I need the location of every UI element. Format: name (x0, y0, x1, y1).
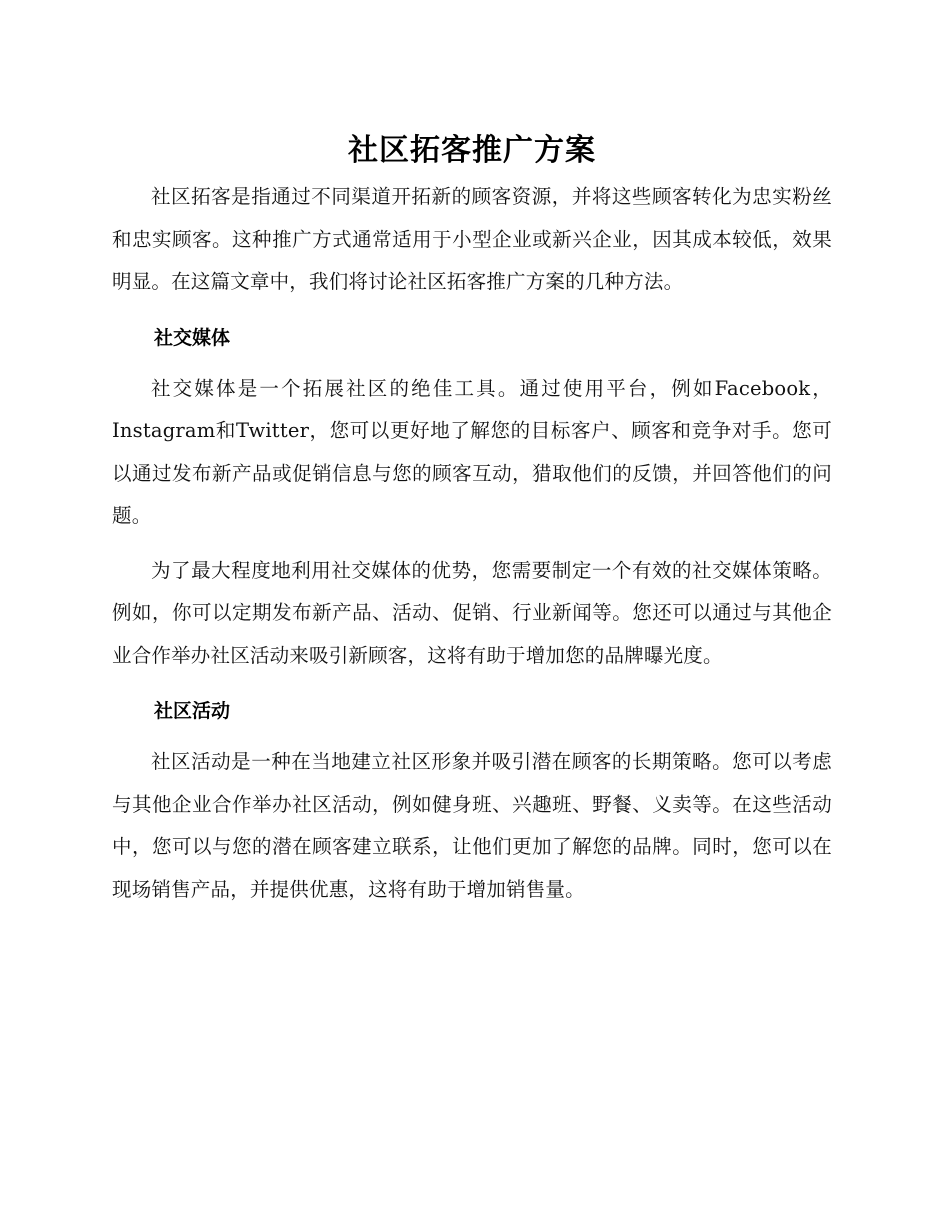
section-community-events (112, 691, 832, 911)
social-media-paragraph-2: 为了最大程度地利用社交媒体的优势，您需要制定一个有效的社交媒体策略。例如，你可以定期发布新产品、活动、促销、行业新闻等。您还可以通过与其他企业合作举办社区活动来吸引新顾客，这将有助于增加您的品牌曝光度。 (112, 558, 832, 667)
social-media-paragraph-1: 社交媒体是一个拓展社区的绝佳工具。通过使用平台，例如Facebook，Instagram和Twitter，您可以更好地了解您的目标客户、顾客和竞争对手。您可以通过发布新产品或促销信息与您的顾客互动，猎取他们的反馈，并回答他们的问题。 (112, 376, 832, 527)
section-social-media (112, 318, 832, 678)
intro-paragraph: 社区拓客是指通过不同渠道开拓新的顾客资源，并将这些顾客转化为忠实粉丝和忠实顾客。这种推广方式通常适用于小型企业或新兴企业，因其成本较低，效果明显。在这篇文章中，我们将讨论社区拓客推广方案的几种方法。 (112, 185, 832, 293)
document-page (112, 128, 832, 911)
section-heading-community-events: 社区活动 (154, 700, 231, 722)
document-title: 社区拓客推广方案 (348, 133, 596, 168)
section-heading-social-media: 社交媒体 (154, 326, 231, 349)
community-events-paragraph-1: 社区活动是一种在当地建立社区形象并吸引潜在顾客的长期策略。您可以考虑与其他企业合作举办社区活动，例如健身班、兴趣班、野餐、义卖等。在这些活动中，您可以与您的潜在顾客建立联系，让他们更加了解您的品牌。同时，您可以在现场销售产品，并提供优惠，这将有助于增加销售量。 (112, 750, 832, 901)
